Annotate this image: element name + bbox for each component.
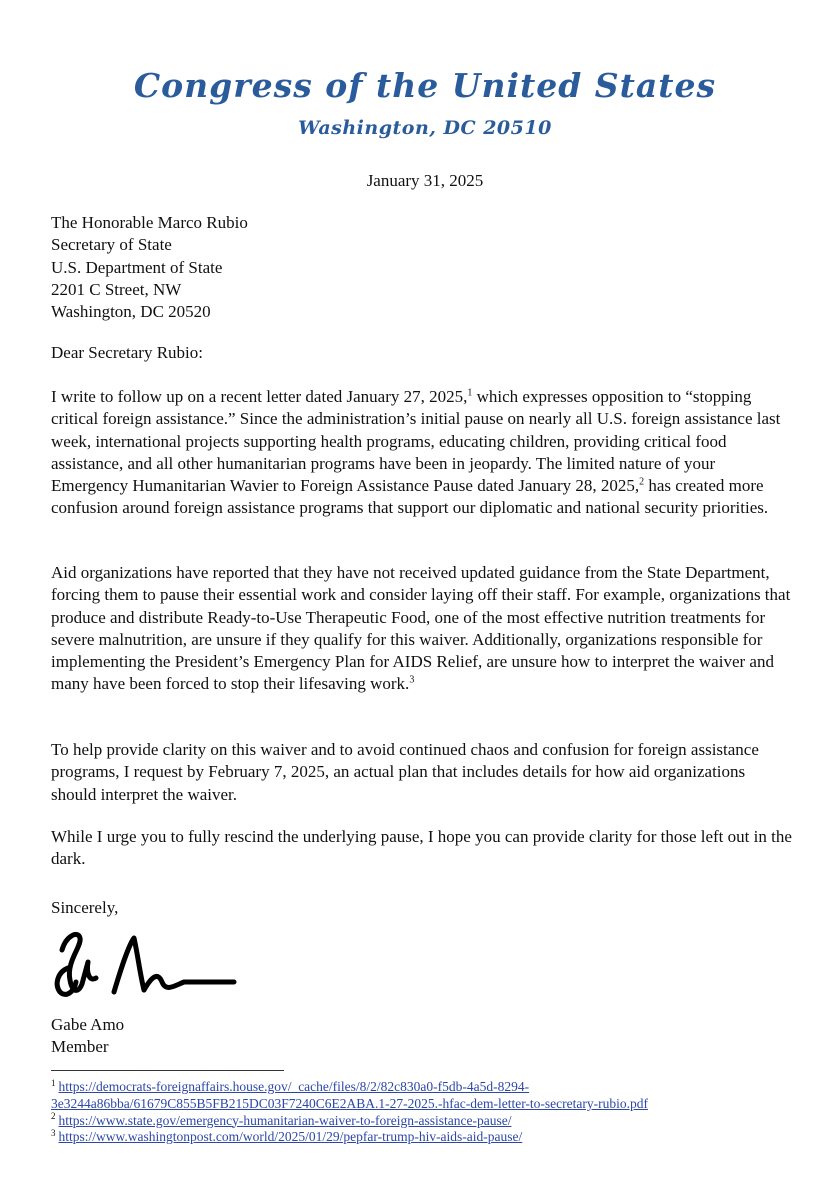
recipient-line: 2201 C Street, NW (51, 279, 182, 299)
footnote-link[interactable]: https://www.state.gov/emergency-humanitarian-waiver-to-foreign-assistance-pause/ (58, 1112, 512, 1128)
footnote-ref: 1 (467, 387, 473, 399)
footnote-number: 3 (51, 1127, 56, 1138)
recipient-line: Washington, DC 20520 (51, 302, 211, 322)
letterhead-subtitle: Washington, DC 20510 (298, 117, 552, 139)
footnote-divider (51, 1070, 284, 1071)
footnote-link[interactable]: https://democrats-foreignaffairs.house.gov/_cache/files/8/2/82c830a0-f5db-4a5d-8294- (58, 1079, 530, 1094)
footnote-2 (51, 1113, 791, 1130)
signature (48, 922, 238, 1007)
paragraph-text: I write to follow up on a recent letter dated January 27, 2025, (51, 387, 468, 406)
paragraph-text: which expresses opposition to “stopping critical foreign assistance.” Since the administration’s initial pause on nearly all U.S. foreign assistance last week, international projects supporting health programs, educating children, providing critical food assistance, and all other humanitarian programs have been in jeopardy. The limited nature of your Emergency Humanitarian Wavier to Foreign Assistance Pause dated January 28, 2025, (51, 387, 781, 496)
recipient-line: The Honorable Marco Rubio (51, 213, 248, 232)
footnotes (51, 1079, 791, 1146)
footnote-number: 2 (51, 1111, 56, 1122)
salutation: Dear Secretary Rubio: (51, 343, 203, 362)
footnote-link[interactable]: https://www.washingtonpost.com/world/2025/01/29/pepfar-trump-hiv-aids-aid-pause/ (58, 1129, 523, 1145)
letterhead-title: Congress of the United States (133, 66, 717, 105)
footnote-3 (51, 1129, 791, 1146)
paragraph-2 (51, 562, 793, 696)
paragraph-4: While I urge you to fully rescind the underlying pause, I hope you can provide clarity for those left out in the dark. (51, 827, 792, 869)
footnote-ref: 2 (639, 476, 645, 488)
recipient-line: U.S. Department of State (51, 257, 223, 277)
paragraph-1 (51, 386, 793, 520)
recipient-address (51, 212, 793, 323)
signer-name: Gabe Amo (51, 1015, 125, 1034)
recipient-line: Secretary of State (51, 235, 172, 255)
signer-title: Member (51, 1037, 109, 1057)
footnote-link[interactable]: 3e3244a86bba/61679C855B5FB215DC03F7240C6E2ABA.1-27-2025.-hfac-dem-letter-to-secretary-rubio.pdf (51, 1095, 648, 1111)
footnote-number: 1 (51, 1077, 56, 1088)
footnote-1 (51, 1079, 791, 1113)
letter-date: January 31, 2025 (366, 171, 484, 190)
signer-block (51, 1014, 793, 1059)
closing: Sincerely, (51, 898, 119, 917)
paragraph-text: Aid organizations have reported that they have not received updated guidance from the State Department, forcing them to pause their essential work and consider laying off their staff. For example, organizations that produce and distribute Ready-to-Use Therapeutic Food, one of the most effective nutrition treatments for severe malnutrition, are unsure if they qualify for this waiver. Additionally, organizations responsible for implementing the President’s Emergency Plan for AIDS Relief, are unsure how to interpret the waiver and many have been forced to stop their lifesaving work. (51, 563, 791, 694)
footnote-ref: 3 (409, 674, 415, 686)
paragraph-3: To help provide clarity on this waiver and to avoid continued chaos and confusion for foreign assistance programs, I request by February 7, 2025, an actual plan that includes details for how aid organizations should interpret the waiver. (51, 740, 759, 804)
paragraph-text: has created more confusion around foreign assistance programs that support our diplomatic and national security priorities. (51, 476, 769, 518)
